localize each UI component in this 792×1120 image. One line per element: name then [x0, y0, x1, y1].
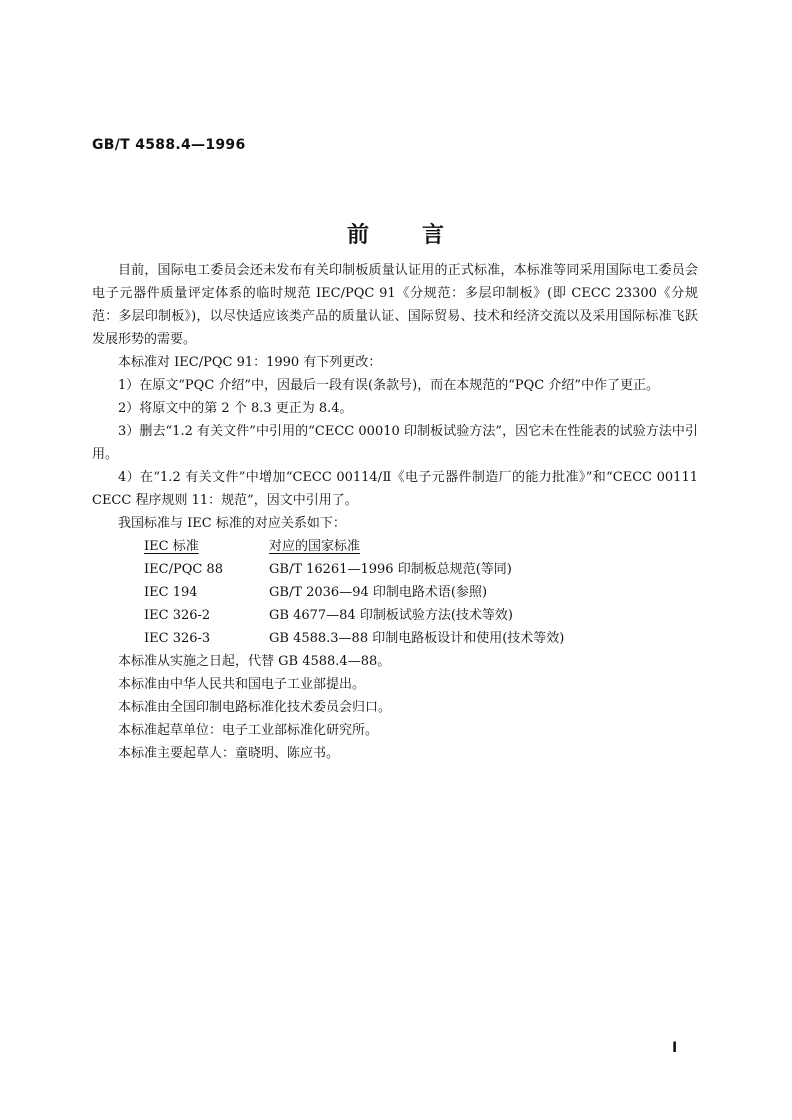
- header-iec-standard: IEC 标准: [144, 539, 199, 554]
- title-char-1: 前: [346, 223, 370, 248]
- paragraph-replaces: 本标准从实施之日起，代替 GB 4588.4—88。: [118, 654, 391, 669]
- iec-standard-cell: IEC 194: [144, 585, 198, 600]
- table-row: [144, 581, 564, 604]
- page-number: I: [672, 1040, 678, 1056]
- paragraph-proposed-by: 本标准由中华人民共和国电子工业部提出。: [118, 677, 366, 692]
- paragraph-change-4: 4）在“1.2 有关文件”中增加“CECC 00114/Ⅱ《电子元器件制造厂的能力批准》”和“CECC 00111 CECC 程序规则 11：规范”，因文中引用了。: [92, 470, 698, 508]
- paragraph-drafters: 本标准主要起草人：童晓明、陈应书。: [118, 746, 340, 761]
- iec-standard-cell: IEC/PQC 88: [144, 562, 223, 577]
- table-row: [144, 627, 564, 650]
- paragraph-mapping-lead: 我国标准与 IEC 标准的对应关系如下：: [118, 516, 346, 531]
- paragraph-drafting-unit: 本标准起草单位：电子工业部标准化研究所。: [118, 723, 379, 738]
- national-standard-cell: GB 4677—84 印制板试验方法(技术等效): [269, 608, 513, 623]
- iec-standard-cell: IEC 326-2: [144, 608, 211, 623]
- page-title: [0, 218, 792, 249]
- paragraph-change-2: 2）将原文中的第 2 个 8.3 更正为 8.4。: [118, 401, 353, 416]
- title-char-2: 言: [422, 223, 446, 248]
- header-national-standard: 对应的国家标准: [269, 539, 361, 554]
- table-header-row: [144, 535, 564, 558]
- paragraph-change-3: 3）删去“1.2 有关文件”中引用的“CECC 00010 印制板试验方法”，因它未在性能表的试验方法中引用。: [92, 424, 698, 462]
- national-standard-cell: GB/T 16261—1996 印制板总规范(等同): [269, 562, 512, 577]
- paragraph-changes-lead: 本标准对 IEC/PQC 91：1990 有下列更改：: [118, 355, 382, 370]
- iec-standard-cell: IEC 326-3: [144, 631, 211, 646]
- paragraph-managed-by: 本标准由全国印制电路标准化技术委员会归口。: [118, 700, 392, 715]
- standard-number: GB/T 4588.4—1996: [92, 137, 246, 153]
- national-standard-cell: GB 4588.3—88 印制电路板设计和使用(技术等效): [269, 631, 565, 646]
- foreword-body: [92, 259, 698, 765]
- standards-mapping-table: [144, 535, 564, 650]
- paragraph-intro: 目前，国际电工委员会还未发布有关印制板质量认证用的正式标准，本标准等同采用国际电工委员会电子元器件质量评定体系的临时规范 IEC/PQC 91《分规范：多层印制板》(即 CECC 23300《分规范：多层印制板》)，以尽快适应该类产品的质量认证、国际贸易、技术和经济交流以及采用国际标准飞跃发展形势的需要。: [92, 263, 698, 347]
- table-row: [144, 558, 564, 581]
- national-standard-cell: GB/T 2036—94 印制电路术语(参照): [269, 585, 488, 600]
- paragraph-change-1: 1）在原文“PQC 介绍”中，因最后一段有误(条款号)，而在本规范的“PQC 介绍”中作了更正。: [118, 378, 659, 393]
- table-row: [144, 604, 564, 627]
